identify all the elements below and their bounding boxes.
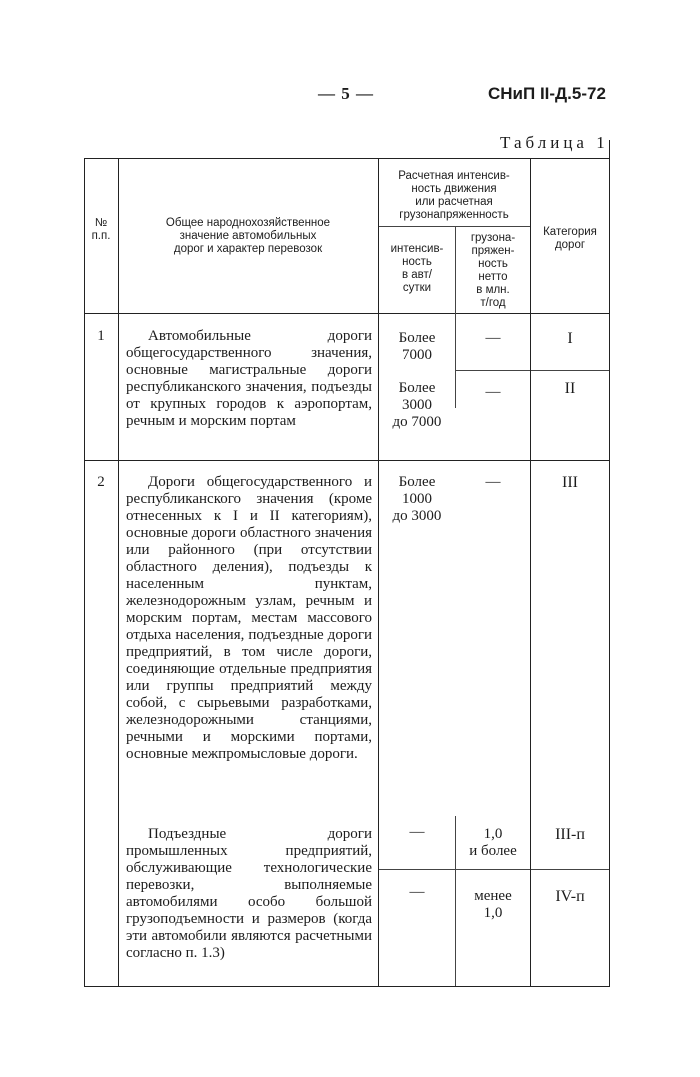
- row-3-cargo-a: 1,0 и более: [469, 826, 517, 859]
- col-divider-intensity-row3: [455, 816, 456, 986]
- row-3-sub-divider: [378, 869, 610, 870]
- col-divider-num: [118, 158, 119, 986]
- table-top-border: [84, 158, 610, 159]
- header-cargo: грузона- пряжен- ность нетто в млн. т/год: [470, 232, 516, 309]
- row-2-cargo: —: [485, 474, 501, 490]
- row-3-description: Подъездные дороги промышленных предприятий, обслуживающие технологические перевозки, выполняемые автомобилями особо большой грузоподъемности и размеров (когда эти автомобили являются расчетными согласно п. 1.3): [126, 826, 372, 961]
- row-3-cargo-b: менее 1,0: [474, 888, 512, 921]
- row-2-category: III: [562, 474, 578, 491]
- col-divider-intensity-row1: [455, 313, 456, 408]
- row-1-bottom-border: [84, 460, 610, 461]
- row-1-description: Автомобильные дороги общегосударственного значения, основные магистральные дороги республиканского значения, подъезды от крупных городов к аэропортам, речным и морским портам: [126, 328, 372, 429]
- row-1-sub-divider: [455, 370, 610, 371]
- row-1-intensity-a: Более 7000: [398, 330, 436, 363]
- row-1-category-a: I: [567, 330, 573, 347]
- row-3-category-a: III-п: [555, 826, 585, 843]
- header-design-intensity: Расчетная интенсив- ность движения или расчетная грузонапряженность: [398, 170, 510, 221]
- header-purpose: Общее народнохозяйственное значение автомобильных дорог и характер перевозок: [165, 217, 331, 255]
- col-divider-cargo: [530, 158, 531, 986]
- row-2-number: 2: [97, 474, 105, 490]
- row-3-intensity-a: —: [409, 824, 425, 840]
- document-code: СНиП II-Д.5-72: [488, 84, 606, 103]
- table-left-border: [84, 158, 85, 986]
- row-2-intensity: Более 1000 до 3000: [392, 474, 442, 524]
- row-1-category-b: II: [564, 380, 576, 397]
- table-right-border: [609, 140, 610, 986]
- col-divider-intensity-head: [455, 226, 456, 313]
- row-3-category-b: IV-п: [555, 888, 585, 905]
- page-number: — 5 —: [318, 84, 374, 103]
- row-1-cargo-a: —: [485, 330, 501, 346]
- row-1-number: 1: [97, 328, 105, 344]
- table-caption: Таблица 1: [500, 133, 609, 152]
- row-1-intensity-b: Более 3000 до 7000: [392, 380, 442, 430]
- row-2-description: Дороги общегосударственного и республиканского значения (кроме отнесенных к I и II категориям), основные дороги областного значения или районного (при отсутствии областного деления), подъезды к населенным пунктам, железнодорожным узлам, речным и морским портам, местам массового отдыха населения, подъездные дороги предприятий, в том числе дороги, соединяющие отдельные предприятия или группы предприятий между собой, с сырьевыми разработками, железнодорожными станциями, речными и морскими портами, основные межпромысловые дороги.: [126, 474, 372, 762]
- header-bottom-border: [84, 313, 610, 314]
- header-sub-divider: [378, 226, 530, 227]
- header-intensity: интенсив- ность в авт/ сутки: [390, 243, 444, 294]
- row-3-intensity-b: —: [409, 884, 425, 900]
- header-category: Категория дорог: [543, 226, 597, 251]
- table-bottom-border: [84, 986, 610, 987]
- header-number: № п.п.: [91, 217, 111, 242]
- col-divider-purpose: [378, 158, 379, 986]
- row-1-cargo-b: —: [485, 384, 501, 400]
